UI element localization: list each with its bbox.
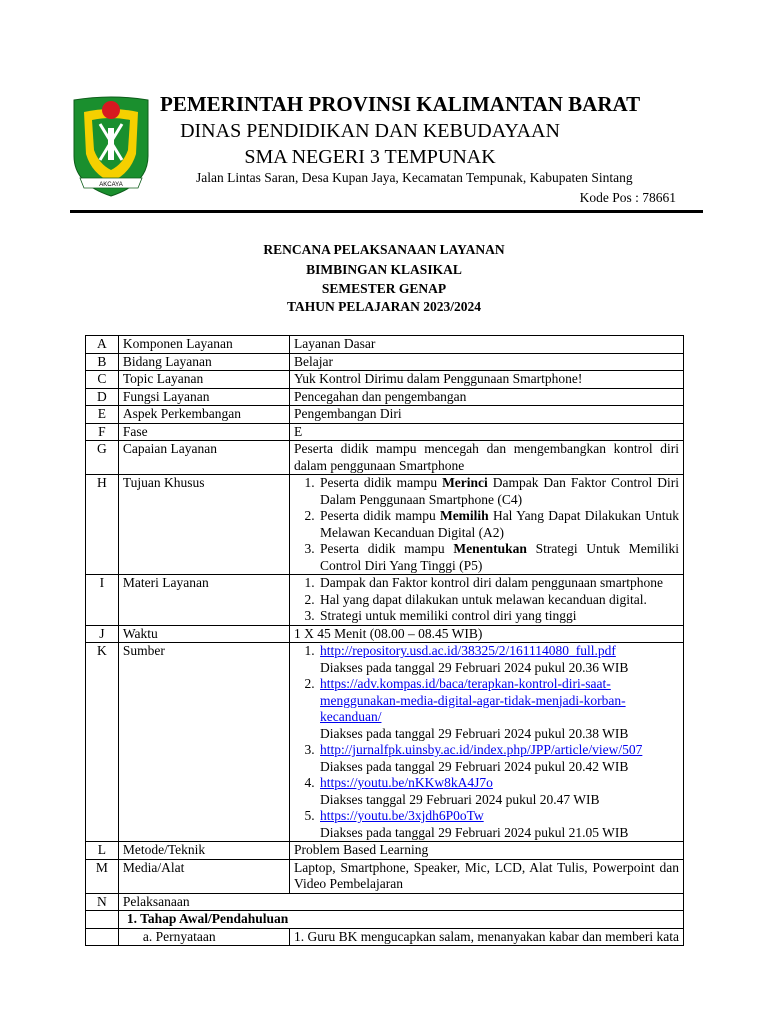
materials-list: [294, 575, 679, 625]
row-value: E: [290, 423, 684, 441]
document-title-line2: BIMBINGAN KLASIKAL: [306, 262, 462, 277]
header-divider: [70, 210, 703, 213]
list-item: 2. Peserta didik mampu Memilih Hal Yang Dapat Dilakukan Untuk Melawan Kecanduan Digital (A2): [318, 508, 679, 541]
logo-ribbon-text: AKCAYA: [99, 182, 123, 188]
header-government-title: PEMERINTAH PROVINSI KALIMANTAN BARAT: [160, 92, 641, 116]
row-letter: H: [86, 475, 119, 575]
table-row: [86, 842, 684, 860]
list-item: 1. Dampak dan Faktor kontrol diri dalam penggunaan smartphone: [318, 575, 679, 592]
stage-substep-label: a. Pernyataan: [118, 928, 289, 946]
row-value: Problem Based Learning: [290, 842, 684, 860]
source-access-note: Diakses tanggal 29 Februari 2024 pukul 20.47 WIB: [320, 791, 600, 807]
table-row: [86, 406, 684, 424]
table-row: [86, 643, 684, 842]
stage-heading: 1. Tahap Awal/Pendahuluan: [118, 911, 683, 929]
source-access-note: Diakses pada tanggal 29 Februari 2024 pukul 21.05 WIB: [320, 824, 629, 840]
row-label: Waktu: [118, 625, 289, 643]
document-title-line4: TAHUN PELAJARAN 2023/2024: [286, 299, 481, 314]
table-row: [86, 928, 684, 946]
list-item: 3. Peserta didik mampu Menentukan Strategi Untuk Memiliki Control Diri Yang Tinggi (P5): [318, 541, 679, 574]
source-link[interactable]: https://youtu.be/nKKw8kA4J7o: [320, 775, 493, 790]
row-letter: N: [86, 893, 119, 911]
plan-table: [85, 335, 684, 946]
document-title-line3: SEMESTER GENAP: [321, 281, 447, 296]
row-letter: F: [86, 423, 119, 441]
row-label: Media/Alat: [118, 859, 289, 893]
source-link[interactable]: http://repository.usd.ac.id/38325/2/161114080_full.pdf: [320, 643, 616, 658]
table-row: [86, 575, 684, 626]
list-item: 3. Strategi untuk memiliki control diri yang tinggi: [318, 608, 679, 625]
source-link[interactable]: http://jurnalfpk.uinsby.ac.id/index.php/JPP/article/view/507: [320, 742, 643, 757]
table-row: [86, 911, 684, 929]
table-row: [86, 475, 684, 575]
row-letter: M: [86, 859, 119, 893]
list-item: [318, 808, 679, 841]
header-department-title: DINAS PENDIDIKAN DAN KEBUDAYAAN: [180, 120, 560, 142]
table-row: [86, 893, 684, 911]
stage-substep-text: 1. Guru BK mengucapkan salam, menanyakan kabar dan memberi kata: [290, 928, 684, 946]
source-access-note: Diakses pada tanggal 29 Februari 2024 pukul 20.38 WIB: [320, 725, 629, 741]
row-value: Belajar: [290, 353, 684, 371]
source-link[interactable]: https://adv.kompas.id/baca/terapkan-kontrol-diri-saat-menggunakan-media-digital-agar-tidak-menjadi-korban-kecanduan/: [320, 676, 626, 724]
row-letter: J: [86, 625, 119, 643]
row-label: Metode/Teknik: [118, 842, 289, 860]
list-item: [318, 775, 679, 808]
row-label: Capaian Layanan: [118, 441, 289, 475]
row-label: Bidang Layanan: [118, 353, 289, 371]
row-letter: [86, 911, 119, 929]
sources-list: [294, 643, 679, 841]
provincial-emblem-logo: [68, 94, 154, 198]
row-letter: [86, 928, 119, 946]
table-row: [86, 336, 684, 354]
list-item: 2. Hal yang dapat dilakukan untuk melawan kecanduan digital.: [318, 592, 679, 609]
list-item: [318, 643, 679, 676]
source-access-note: Diakses pada tanggal 29 Februari 2024 pukul 20.42 WIB: [320, 758, 629, 774]
row-label: Pelaksanaan: [118, 893, 683, 911]
table-row: [86, 371, 684, 389]
row-letter: I: [86, 575, 119, 626]
row-label: Materi Layanan: [118, 575, 289, 626]
row-value: 1 X 45 Menit (08.00 – 08.45 WIB): [290, 625, 684, 643]
header-school-name: SMA NEGERI 3 TEMPUNAK: [244, 146, 496, 168]
row-label: Sumber: [118, 643, 289, 842]
row-letter: D: [86, 388, 119, 406]
document-title-line1: RENCANA PELAKSANAAN LAYANAN: [263, 242, 505, 257]
table-row: [86, 441, 684, 475]
row-value: [290, 643, 684, 842]
table-row: [86, 625, 684, 643]
row-letter: B: [86, 353, 119, 371]
table-row: [86, 859, 684, 893]
row-label: Fase: [118, 423, 289, 441]
row-label: Topic Layanan: [118, 371, 289, 389]
table-row: [86, 353, 684, 371]
list-item: [318, 742, 679, 775]
row-letter: G: [86, 441, 119, 475]
row-value: Laptop, Smartphone, Speaker, Mic, LCD, Alat Tulis, Powerpoint dan Video Pembelajaran: [290, 859, 684, 893]
row-value: Layanan Dasar: [290, 336, 684, 354]
row-label: Aspek Perkembangan: [118, 406, 289, 424]
row-value: [290, 575, 684, 626]
row-letter: K: [86, 643, 119, 842]
table-row: [86, 423, 684, 441]
row-value: [290, 475, 684, 575]
objectives-list: [294, 475, 679, 574]
header-postal-code: Kode Pos : 78661: [579, 190, 676, 205]
row-letter: A: [86, 336, 119, 354]
row-value: Yuk Kontrol Dirimu dalam Penggunaan Smartphone!: [290, 371, 684, 389]
row-label: Fungsi Layanan: [118, 388, 289, 406]
row-letter: L: [86, 842, 119, 860]
row-value: Pengembangan Diri: [290, 406, 684, 424]
row-value: Peserta didik mampu mencegah dan mengembangkan kontrol diri dalam penggunaan Smartphone: [290, 441, 684, 475]
row-letter: E: [86, 406, 119, 424]
row-label: Tujuan Khusus: [118, 475, 289, 575]
row-letter: C: [86, 371, 119, 389]
list-item: 1. Peserta didik mampu Merinci Dampak Dan Faktor Control Diri Dalam Penggunaan Smartphone (C4): [318, 475, 679, 508]
row-value: Pencegahan dan pengembangan: [290, 388, 684, 406]
list-item: [318, 676, 679, 742]
source-access-note: Diakses pada tanggal 29 Februari 2024 pukul 20.36 WIB: [320, 659, 629, 675]
source-link[interactable]: https://youtu.be/3xjdh6P0oTw: [320, 808, 484, 823]
row-label: Komponen Layanan: [118, 336, 289, 354]
table-row: [86, 388, 684, 406]
header-address: Jalan Lintas Saran, Desa Kupan Jaya, Kecamatan Tempunak, Kabupaten Sintang: [196, 170, 633, 185]
